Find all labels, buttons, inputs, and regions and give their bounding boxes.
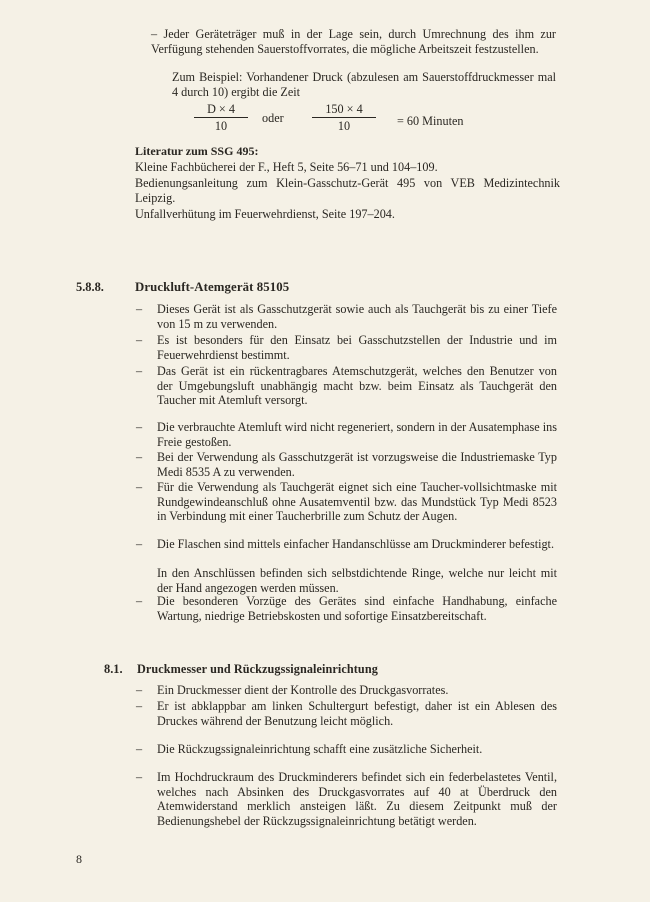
formula-fraction-1-numerator: D × 4 bbox=[207, 102, 235, 116]
formula-fraction-1-bar bbox=[194, 117, 248, 118]
list-item-text: Das Gerät ist ein rückentragbares Atemschutzgerät, welches den Benutzer von der Umgebungsluft unabhängig macht bzw. beim Einsatz als Tauchgerät den Taucher mit Atemluft versorgt. bbox=[157, 364, 557, 408]
list-item-text: Er ist abklappbar am linken Schultergurt befestigt, daher ist ein Ablesen des Druckes während der Benutzung leicht möglich. bbox=[157, 699, 557, 728]
list-item-text: Ein Druckmesser dient der Kontrolle des Druckgasvorrates. bbox=[157, 683, 449, 697]
formula-fraction-2-denominator: 10 bbox=[337, 119, 351, 133]
section-number: 8.1. bbox=[104, 662, 123, 676]
intro-bullet: – Jeder Geräteträger muß in der Lage sein, durch Umrechnung des ihm zur Verfügung stehenden Sauerstoffvorrates, die mögliche Arbeitszeit festzustellen. bbox=[151, 27, 556, 56]
dash-marker: – bbox=[136, 683, 143, 697]
list-item-text: Für die Verwendung als Tauchgerät eignet sich eine Taucher-vollsichtmaske mit Rundgewindeanschluß ohne Ausatemventil bzw. das Mundstück Typ Medi 8523 in Verbindung mit einer Taucherbrille zum Schutz der Augen. bbox=[157, 480, 557, 524]
dash-marker: – bbox=[136, 770, 143, 784]
dash-marker: – bbox=[136, 333, 143, 347]
dash-marker: – bbox=[136, 742, 143, 756]
formula-fraction-2 bbox=[312, 102, 376, 133]
list-item-text: Die besonderen Vorzüge des Gerätes sind einfache Handhabung, einfache Wartung, niedrige Betriebskosten und sofortige Einsatzbereitschaft. bbox=[157, 594, 557, 623]
formula-result: = 60 Minuten bbox=[397, 114, 464, 128]
dash-marker: – bbox=[136, 450, 143, 464]
list-item-text: Die Rückzugssignaleinrichtung schafft eine zusätzliche Sicherheit. bbox=[157, 742, 483, 756]
dash-marker: – bbox=[136, 364, 143, 378]
list-item-continuation: In den Anschlüssen befinden sich selbstdichtende Ringe, welche nur leicht mit der Hand angezogen werden müssen. bbox=[157, 566, 557, 595]
formula-fraction-2-numerator: 150 × 4 bbox=[325, 102, 363, 116]
literature-item: Bedienungsanleitung zum Klein-Gasschutz-Gerät 495 von VEB Medizintechnik Leipzig. bbox=[135, 176, 560, 205]
dash-marker: – bbox=[136, 594, 143, 608]
list-item-text: Die Flaschen sind mittels einfacher Handanschlüsse am Druckminderer befestigt. bbox=[157, 537, 554, 551]
formula-fraction-2-bar bbox=[312, 117, 376, 118]
list-item-text: Es ist besonders für den Einsatz bei Gasschutzstellen der Industrie und im Feuerwehrdienst bestimmt. bbox=[157, 333, 557, 362]
literature-item: Kleine Fachbücherei der F., Heft 5, Seite 56–71 und 104–109. bbox=[135, 160, 438, 174]
dash-marker: – bbox=[136, 302, 143, 316]
section-number: 5.8.8. bbox=[76, 280, 104, 294]
formula-oder: oder bbox=[262, 111, 284, 125]
dash-marker: – bbox=[136, 420, 143, 434]
dash-marker: – bbox=[136, 699, 143, 713]
intro-example: Zum Beispiel: Vorhandener Druck (abzulesen am Sauerstoffdruckmesser mal 4 durch 10) ergibt die Zeit bbox=[172, 70, 556, 99]
page-number: 8 bbox=[76, 852, 82, 866]
formula-fraction-1-denominator: 10 bbox=[214, 119, 228, 133]
list-item-text: Bei der Verwendung als Gasschutzgerät ist vorzugsweise die Industriemaske Typ Medi 8535 A zu verwenden. bbox=[157, 450, 557, 479]
formula-fraction-1 bbox=[194, 102, 248, 133]
literature-title: Literatur zum SSG 495: bbox=[135, 144, 259, 158]
list-item-text: Dieses Gerät ist als Gasschutzgerät sowie auch als Tauchgerät bis zu einer Tiefe von 15 m zu verwenden. bbox=[157, 302, 557, 331]
section-title: Druckmesser und Rückzugssignaleinrichtung bbox=[137, 662, 378, 676]
list-item-text: Im Hochdruckraum des Druckminderers befindet sich ein federbelastetes Ventil, welches nach Absinken des Druckgasvorrates auf 40 at Überdruck den Atemwiderstand merklich ansteigen läßt. Zu diesem Zeitpunkt muß der Bedienungshebel der Rückzugssignaleinrichtung betätigt werden. bbox=[157, 770, 557, 828]
dash-marker: – bbox=[136, 537, 143, 551]
literature-item: Unfallverhütung im Feuerwehrdienst, Seite 197–204. bbox=[135, 207, 395, 221]
section-title: Druckluft-Atemgerät 85105 bbox=[135, 280, 290, 294]
dash-marker: – bbox=[136, 480, 143, 494]
list-item-text: Die verbrauchte Atemluft wird nicht regeneriert, sondern in der Ausatemphase ins Freie gestoßen. bbox=[157, 420, 557, 449]
